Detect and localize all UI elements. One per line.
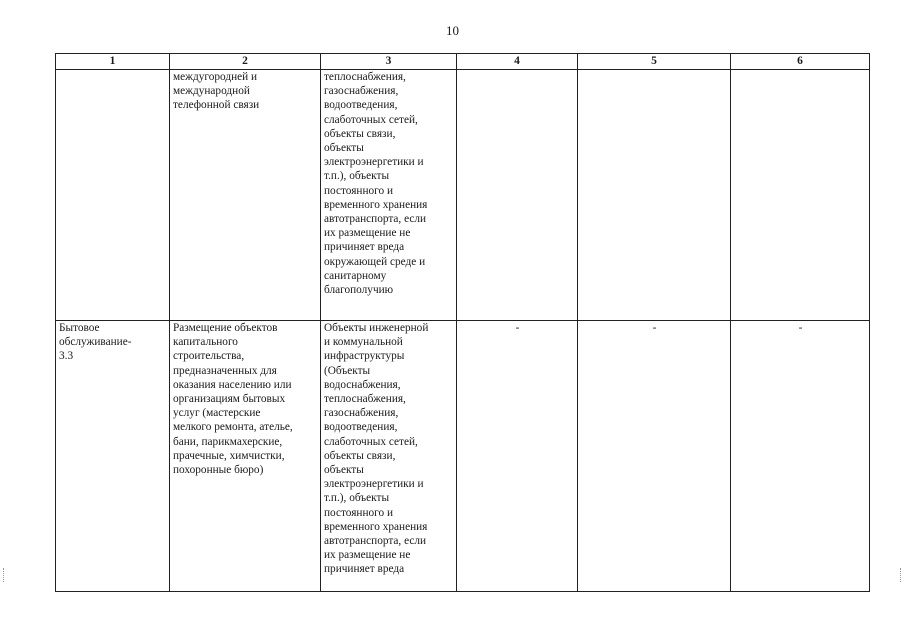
column-header-4: 4 xyxy=(457,54,578,70)
scan-edge-mark-right xyxy=(900,568,902,582)
row2-col2-cell: Размещение объектов капитального строительства, предназначенных для оказания населению или организациям бытовых услуг (мастерские мелкого ремонта, ателье, бани, парикмахерские, прачечные, химчистки, похоронные бюро) xyxy=(170,321,321,592)
row1-col6-cell xyxy=(731,70,870,321)
table-header-row xyxy=(56,54,870,70)
row2-col4-cell: - xyxy=(457,321,578,592)
scan-edge-mark-left xyxy=(3,568,5,582)
row1-col1-cell xyxy=(56,70,170,321)
row2-col6-cell: - xyxy=(731,321,870,592)
page-number: 10 xyxy=(446,23,459,38)
table-row xyxy=(56,321,870,592)
row1-col3-cell: теплоснабжения, газоснабжения, водоотведения, слаботочных сетей, объекты связи, объекты электроэнергетики и т.п.), объекты постоянного и временного хранения автотранспорта, если их размещение не причиняет вреда окружающей среде и санитарному благополучию xyxy=(321,70,457,321)
column-header-2: 2 xyxy=(170,54,321,70)
row1-col4-cell xyxy=(457,70,578,321)
column-header-5: 5 xyxy=(578,54,731,70)
column-header-6: 6 xyxy=(731,54,870,70)
row1-col5-cell xyxy=(578,70,731,321)
column-header-1: 1 xyxy=(56,54,170,70)
land-use-table xyxy=(55,53,870,592)
table-row xyxy=(56,70,870,321)
row2-col3-cell: Объекты инженерной и коммунальной инфраструктуры (Объекты водоснабжения, теплоснабжения, газоснабжения, водоотведения, слаботочных сетей, объекты связи, объекты электроэнергетики и т.п.), объекты постоянного и временного хранения автотранспорта, если их размещение не причиняет вреда xyxy=(321,321,457,592)
row2-col1-cell: Бытовое обслуживание- 3.3 xyxy=(56,321,170,592)
column-header-3: 3 xyxy=(321,54,457,70)
row1-col2-cell: междугородней и международной телефонной связи xyxy=(170,70,321,321)
row2-col5-cell: - xyxy=(578,321,731,592)
